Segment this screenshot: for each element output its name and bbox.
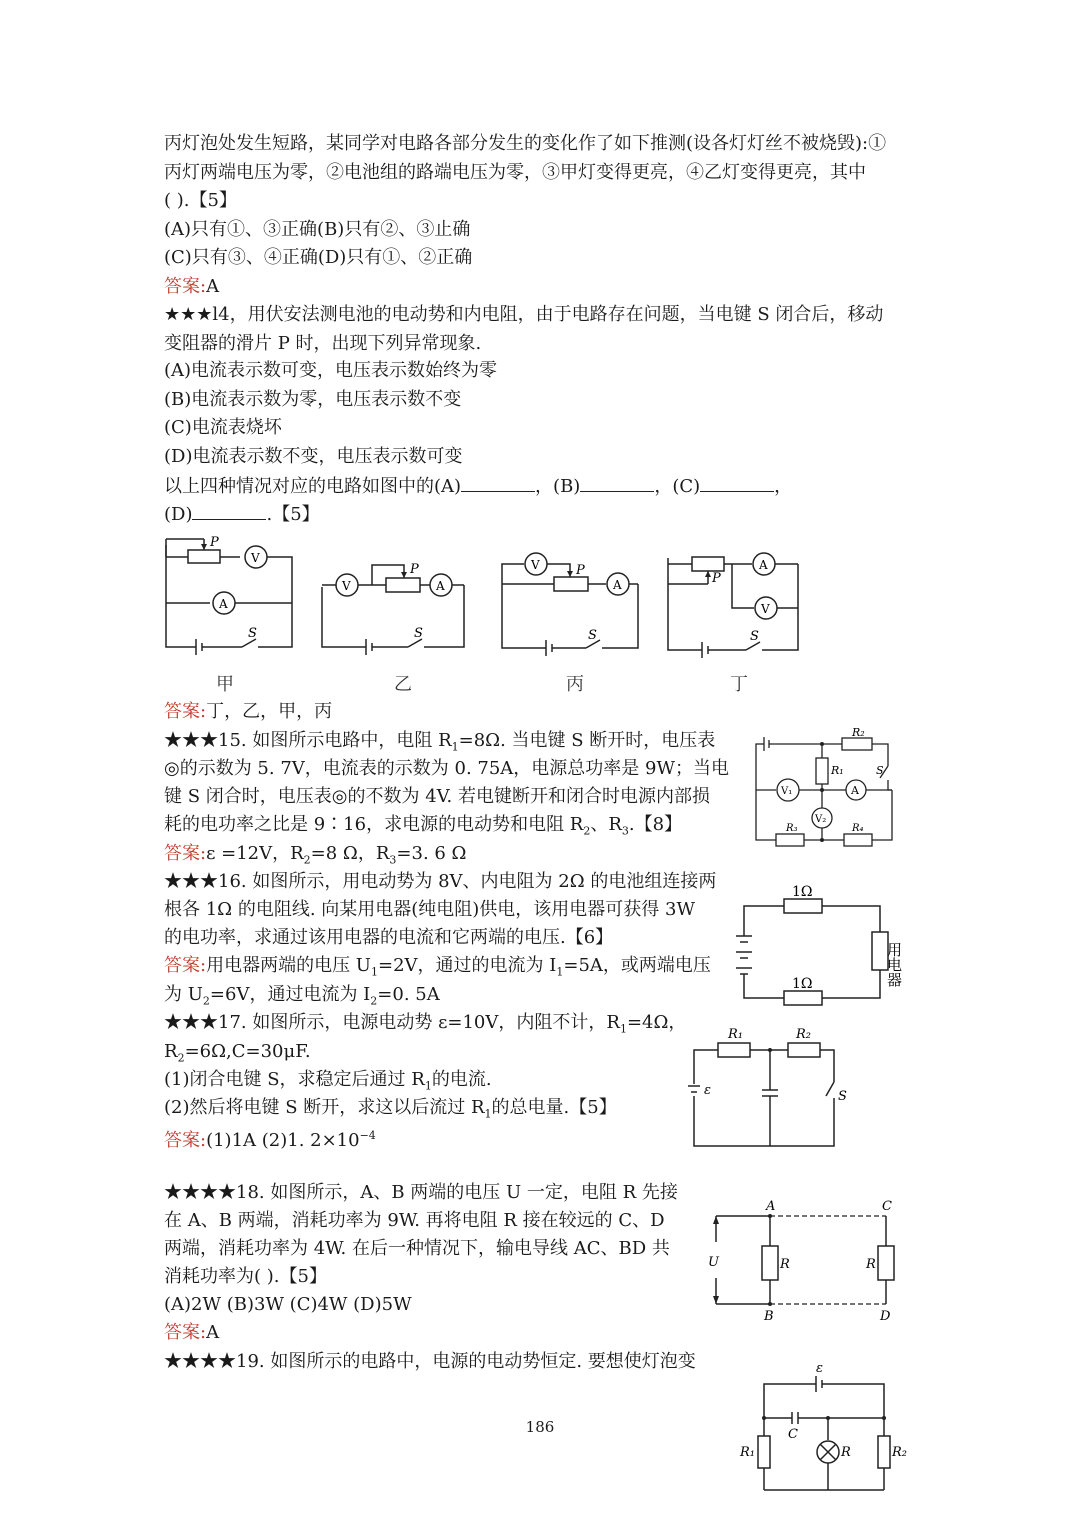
text: (1)闭合电键 S，求稳定后通过 R [164,1069,425,1090]
subscript: 3 [389,853,397,867]
r3-label: R₃ [786,823,798,834]
subscript: 2 [583,824,591,838]
caption-bing: 丙 [566,674,584,695]
subscript: 1 [619,1022,627,1036]
text-line: 丙灯泡处发生短路，某同学对电路各部分发生的变化作了如下推测(设各灯灯丝不被烧毁):① [164,133,887,154]
text-line: ( ).【5】 [164,190,237,211]
text: ε =12V，R [206,843,304,864]
r1-label: R₁ [728,1027,743,1042]
subscript: 1 [370,965,378,979]
text: =3. 6 Ω [396,843,467,864]
question-19: ★★★★19. 如图所示的电路中，电源的电动势恒定. 要想使灯泡变 [164,1351,696,1372]
page-number: 186 [525,1418,555,1436]
wire-resistance-label: 1Ω [792,976,813,992]
text-line [164,1069,492,1098]
wire-resistance-label: 1Ω [792,884,813,900]
ammeter-label: A [613,578,622,592]
r2-label: R₂ [852,726,865,739]
voltmeter-label: V [531,558,540,572]
node-c-label: C [882,1199,892,1214]
caption-jia: 甲 [216,674,234,695]
text: .【5】 [266,504,320,525]
blank [192,503,266,520]
subscript: 1 [424,1079,432,1093]
question-17 [164,1012,686,1041]
subscript: 2 [303,853,311,867]
circuit-q17 [688,1022,848,1156]
answer-label: 答案: [164,843,207,864]
text: =8 Ω，R [310,843,390,864]
text: ，(B) [535,476,581,497]
ammeter-label: A [759,558,768,572]
option-line: (B)电流表示数为零，电压表示数不变 [164,389,462,410]
text: 耗的电功率之比是 9∶16，求电源的电动势和电阻 R [164,814,584,835]
answer-label: 答案: [164,276,207,297]
voltmeter-label: V [761,602,770,616]
option-line: (A)2W (B)3W (C)4W (D)5W [164,1294,412,1315]
r1-label: R₁ [831,764,844,777]
option-line: (D)电流表示数不变，电压表示数可变 [164,446,463,467]
text: =8Ω. 当电键 S 断开时，电压表 [458,730,716,751]
r2-label: R₂ [796,1027,811,1042]
answer-value: 丁，乙，甲，丙 [206,701,333,722]
text: =2V，通过的电流为 I [377,955,557,976]
text: 、R [590,814,622,835]
ammeter-label: A [851,784,859,797]
question-18: ★★★★18. 如图所示，A、B 两端的电压 U 一定，电阻 R 先接 [164,1182,678,1203]
capacitor-label: C [788,1427,798,1442]
slider-label: P [410,562,419,577]
circuit-ding [664,548,804,662]
question-14: ★★★l4，用伏安法测电池的电动势和内电阻，由于电路存在问题，当电键 S 闭合后，移动 [164,304,884,325]
node-d-label: D [880,1309,891,1324]
emf-label: ε [704,1083,711,1098]
switch-label: S [876,764,884,777]
switch-label: S [588,628,597,643]
text: =6V，通过电流为 I [209,984,371,1005]
text: (2)然后将电键 S 断开，求这以后流过 R [164,1097,485,1118]
answer-line [164,1322,219,1344]
answer-line [164,955,711,984]
text: ★★★17. 如图所示，电源电动势 ε=10V，内阻不计，R [164,1012,620,1033]
v1-label: V₁ [781,786,793,797]
text-line: 在 A、B 两端，消耗功率为 9W. 再将电阻 R 接在较远的 C、D [164,1210,665,1231]
text-line [164,814,682,843]
subscript: 2 [177,1051,185,1065]
text: (D) [164,504,193,525]
text: ，(C) [654,476,701,497]
slider-label: P [576,563,585,578]
text-line [164,1097,617,1126]
text: =4Ω， [626,1012,687,1033]
switch-label: S [838,1089,847,1104]
circuit-jia [160,535,300,659]
blank [700,475,774,492]
node-b-label: B [764,1309,774,1324]
text: 用电器两端的电压 U [206,955,371,976]
text-line: 变阻器的滑片 P 时，出现下列异常现象. [164,333,482,354]
r2-label: R₂ [892,1445,907,1460]
text: 以上四种情况对应的电路如图中的(A) [164,476,462,497]
subscript: 1 [451,740,459,754]
superscript: −4 [359,1129,376,1142]
text-line: ◎的示数为 5. 7V，电流表的示数为 0. 75A，电源总功率是 9W；当电 [164,758,729,779]
subscript: 3 [621,824,629,838]
text: ， [774,476,793,497]
text-line: 两端，消耗功率为 4W. 在后一种情况下，输电导线 AC、BD 共 [164,1238,670,1259]
r4-label: R₄ [852,823,864,834]
r-label: R [780,1257,790,1272]
answer-label: 答案: [164,1322,207,1343]
text: 的电流. [431,1069,492,1090]
option-line: (A)电流表示数可变，电压表示数始终为零 [164,360,498,381]
text: ★★★15. 如图所示电路中，电阻 R [164,730,452,751]
text-line [164,984,440,1013]
voltmeter-label: V [251,551,260,565]
circuit-bing [498,548,648,660]
answer-value: A [206,1322,220,1343]
fill-blank-line [164,475,792,498]
switch-label: S [248,626,257,641]
subscript: 1 [484,1107,492,1121]
slider-label: P [210,535,219,550]
text: =0. 5A [377,984,440,1005]
v2-label: V₂ [815,814,827,825]
switch-label: S [414,626,423,641]
text: =5A，或两端电压 [563,955,711,976]
answer-line [164,1125,376,1152]
circuit-q18 [700,1196,910,1330]
text: =6Ω,C=30μF. [184,1041,311,1062]
emf-label: ε [816,1361,823,1376]
r-label: R [866,1257,876,1272]
lamp-label: R [841,1445,851,1460]
text-line: 键 S 闭合时，电压表◎的不数为 4V. 若电键断开和闭合时电源内部损 [164,786,710,807]
question-16: ★★★16. 如图所示，用电动势为 8V、内电阻为 2Ω 的电池组连接两 [164,871,717,892]
circuit-q16 [732,880,912,1010]
caption-yi: 乙 [394,674,412,695]
answer-line [164,276,219,298]
text-line: 的电功率，求通过该用电器的电流和它两端的电压.【6】 [164,927,614,948]
blank [461,475,535,492]
text-line [164,1041,311,1070]
voltage-label: U [708,1255,719,1270]
text: (1)1A (2)1. 2×10 [206,1130,360,1151]
answer-label: 答案: [164,701,207,722]
text: .【8】 [628,814,683,835]
question-15 [164,730,715,759]
ammeter-label: A [436,579,445,593]
voltmeter-label: V [342,579,351,593]
r1-label: R₁ [740,1445,755,1460]
subscript: 1 [556,965,564,979]
text-line: 根各 1Ω 的电阻线. 向某用电器(纯电阻)供电，该用电器可获得 3W [164,899,695,920]
text: 为 U [164,984,203,1005]
fill-blank-line [164,503,320,526]
answer-value: A [206,276,220,297]
answer-label: 答案: [164,955,207,976]
subscript: 2 [370,994,378,1008]
text-line: 消耗功率为( ).【5】 [164,1266,327,1287]
circuit-q15 [752,728,902,862]
blank [580,475,654,492]
subscript: 2 [202,994,210,1008]
option-line: (C)只有③、④正确(D)只有①、②正确 [164,247,473,268]
circuit-yi [318,555,468,659]
text-line: 丙灯两端电压为零，②电池组的路端电压为零，③甲灯变得更亮，④乙灯变得更亮，其中 [164,162,866,183]
ammeter-label: A [219,597,228,611]
answer-line [164,701,332,723]
caption-ding: 丁 [730,674,748,695]
text: R [164,1041,178,1062]
slider-label: P [712,571,721,586]
answer-line [164,843,466,872]
text: 的总电量.【5】 [491,1097,617,1118]
node-a-label: A [766,1199,776,1214]
switch-label: S [750,629,759,644]
option-line: (A)只有①、③正确(B)只有②、③止确 [164,219,471,240]
option-line: (C)电流表烧坏 [164,417,282,438]
answer-label: 答案: [164,1130,207,1151]
device-label: 用电器 [885,942,903,987]
